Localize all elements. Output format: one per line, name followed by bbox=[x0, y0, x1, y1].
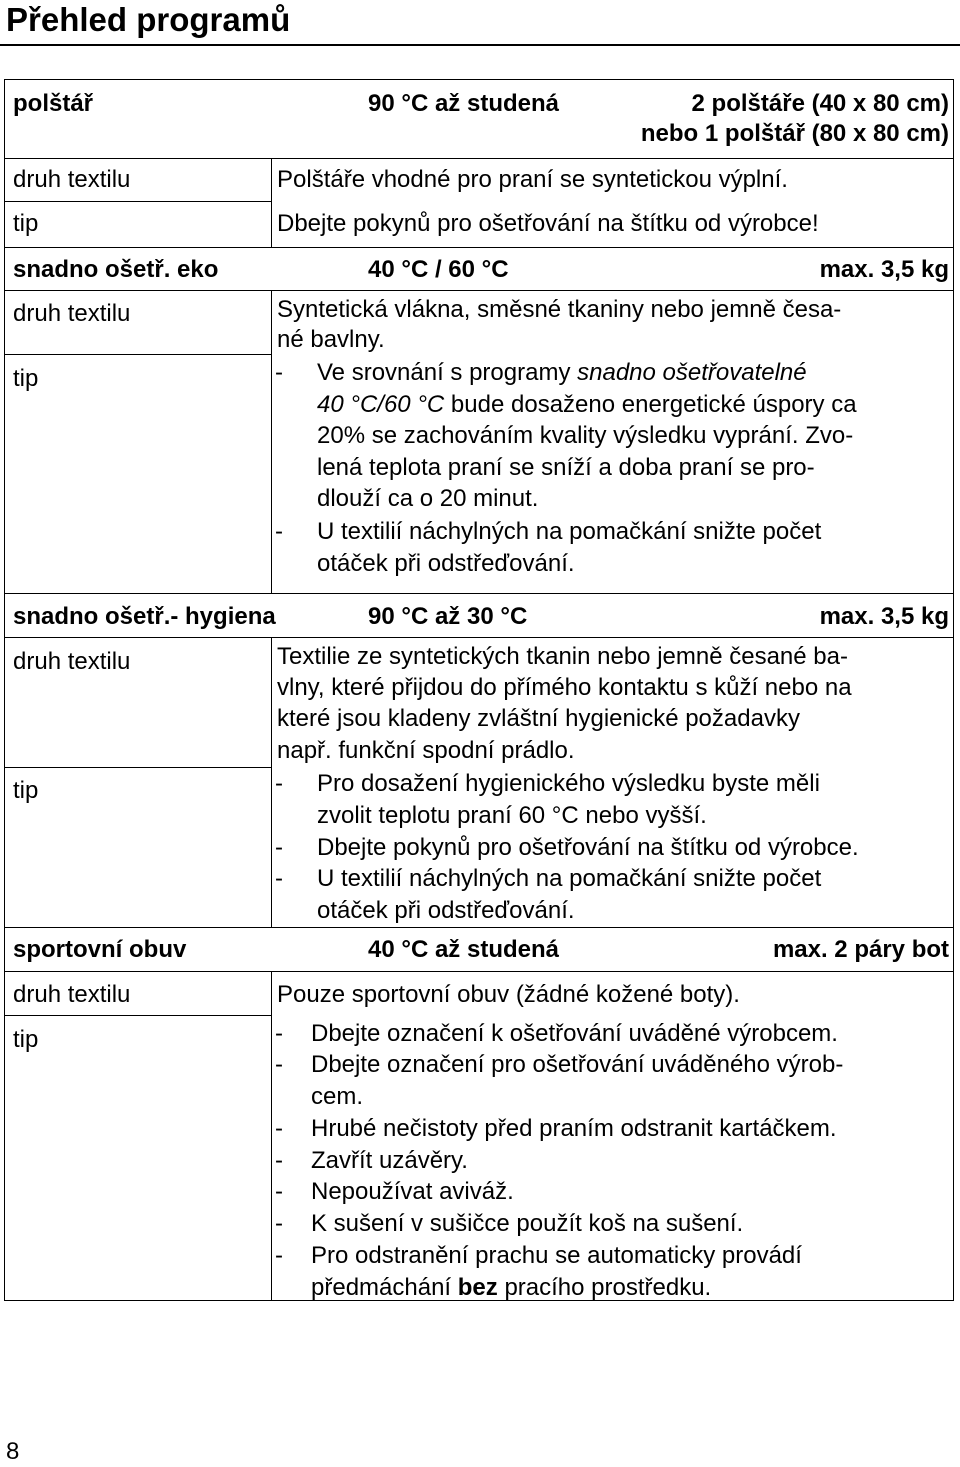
list-dash: - bbox=[275, 518, 283, 545]
row-divider bbox=[5, 971, 953, 972]
list-dash: - bbox=[275, 834, 283, 861]
row-divider bbox=[5, 637, 953, 638]
tip-line: Dbejte pokynů pro ošetřování na štítku od výrobce. bbox=[317, 834, 859, 861]
program-name: sportovní obuv bbox=[13, 936, 187, 963]
program-load: nebo 1 polštář (80 x 80 cm) bbox=[640, 120, 949, 147]
page-title: Přehled programů bbox=[6, 1, 291, 38]
row-divider bbox=[5, 290, 953, 291]
fabric-label: druh textilu bbox=[13, 166, 131, 193]
tip-label: tip bbox=[13, 1026, 39, 1053]
tip-line: 20% se zachováním kvality výsledku vyprání. Zvo- bbox=[317, 422, 854, 449]
tip-line: otáček při odstřeďování. bbox=[317, 896, 575, 924]
row-divider bbox=[5, 201, 271, 202]
tip-line: Pro dosažení hygienického výsledku byste měli bbox=[317, 770, 820, 797]
fabric-description-line: které jsou kladeny zvláštní hygienické požadavky bbox=[277, 705, 800, 732]
list-dash: - bbox=[275, 1178, 283, 1205]
program-load: max. 2 páry bot bbox=[772, 936, 949, 963]
tip-line: předmáchání bez pracího prostředku. bbox=[311, 1273, 712, 1301]
tip-line: Dbejte označení pro ošetřování uváděného výrob- bbox=[311, 1051, 844, 1078]
tip-line: U textilií náchylných na pomačkání snižte počet bbox=[317, 518, 822, 545]
tip-label: tip bbox=[13, 777, 39, 804]
column-divider bbox=[271, 158, 272, 247]
list-dash: - bbox=[275, 770, 283, 797]
tip-line: Hrubé nečistoty před praním odstranit kartáčkem. bbox=[311, 1115, 837, 1142]
program-temperature: 40 °C až studená bbox=[368, 936, 559, 963]
page-number: 8 bbox=[6, 1438, 20, 1465]
row-divider bbox=[5, 1015, 271, 1016]
program-load: max. 3,5 kg bbox=[819, 256, 949, 283]
tip-line: Dbejte označení k ošetřování uváděné výrobcem. bbox=[311, 1020, 838, 1047]
list-dash: - bbox=[275, 1147, 283, 1174]
tip-line: Pro odstranění prachu se automaticky provádí bbox=[311, 1242, 802, 1269]
program-temperature: 90 °C až studená bbox=[368, 90, 559, 117]
fabric-description: Polštáře vhodné pro praní se syntetickou výplní. bbox=[277, 166, 788, 193]
title-divider bbox=[0, 44, 960, 46]
list-dash: - bbox=[275, 1242, 283, 1269]
program-temperature: 90 °C až 30 °C bbox=[368, 603, 528, 630]
program-name: polštář bbox=[13, 90, 94, 117]
tip-line: otáček při odstřeďování. bbox=[317, 549, 575, 577]
tip-line: dlouží ca o 20 minut. bbox=[317, 485, 539, 512]
list-dash: - bbox=[275, 1115, 283, 1142]
row-divider bbox=[5, 158, 953, 159]
row-divider bbox=[5, 593, 953, 594]
tip-line: 40 °C/60 °C bude dosaženo energetické úspory ca bbox=[317, 390, 857, 418]
tip-line: lená teplota praní se sníží a doba praní se pro- bbox=[317, 453, 815, 481]
fabric-description-line: né bavlny. bbox=[277, 326, 385, 353]
tip-line: K sušení v sušičce použít koš na sušení. bbox=[311, 1210, 744, 1237]
list-dash: - bbox=[275, 1051, 283, 1078]
program-table bbox=[4, 79, 954, 1301]
program-temperature: 40 °C / 60 °C bbox=[368, 256, 509, 283]
list-dash: - bbox=[275, 1020, 283, 1047]
tip-label: tip bbox=[13, 365, 39, 392]
list-dash: - bbox=[275, 359, 283, 386]
fabric-description-line: Syntetická vlákna, směsné tkaniny nebo jemně česa- bbox=[277, 296, 842, 323]
fabric-description-line: Textilie ze syntetických tkanin nebo jemně česané ba- bbox=[277, 643, 848, 670]
fabric-description-line: vlny, které přijdou do přímého kontaktu s kůží nebo na bbox=[277, 674, 852, 701]
row-divider bbox=[5, 927, 953, 928]
fabric-description: Pouze sportovní obuv (žádné kožené boty). bbox=[277, 981, 740, 1008]
program-load: max. 3,5 kg bbox=[819, 603, 949, 630]
row-divider bbox=[5, 767, 271, 768]
list-dash: - bbox=[275, 1210, 283, 1237]
tip-line: Zavřít uzávěry. bbox=[311, 1147, 468, 1174]
column-divider bbox=[271, 290, 272, 593]
fabric-description-line: např. funkční spodní prádlo. bbox=[277, 737, 575, 764]
fabric-label: druh textilu bbox=[13, 300, 131, 327]
fabric-label: druh textilu bbox=[13, 981, 131, 1008]
row-divider bbox=[5, 247, 953, 248]
fabric-label: druh textilu bbox=[13, 648, 131, 675]
tip-line: zvolit teplotu praní 60 °C nebo vyšší. bbox=[317, 801, 707, 829]
row-divider bbox=[5, 354, 271, 355]
tip-line: U textilií náchylných na pomačkání snižte počet bbox=[317, 865, 822, 892]
list-dash: - bbox=[275, 865, 283, 892]
tip-label: tip bbox=[13, 210, 39, 237]
program-name: snadno ošetř.- hygiena bbox=[13, 603, 276, 630]
program-load: 2 polštáře (40 x 80 cm) bbox=[691, 90, 949, 117]
tip-line: cem. bbox=[311, 1082, 364, 1110]
program-name: snadno ošetř. eko bbox=[13, 256, 219, 283]
tip-line: Ve srovnání s programy snadno ošetřovatelné bbox=[317, 359, 807, 386]
tip-line: Nepoužívat aviváž. bbox=[311, 1178, 514, 1205]
column-divider bbox=[271, 971, 272, 1300]
tip-text: Dbejte pokynů pro ošetřování na štítku od výrobce! bbox=[277, 210, 819, 237]
column-divider bbox=[271, 637, 272, 927]
